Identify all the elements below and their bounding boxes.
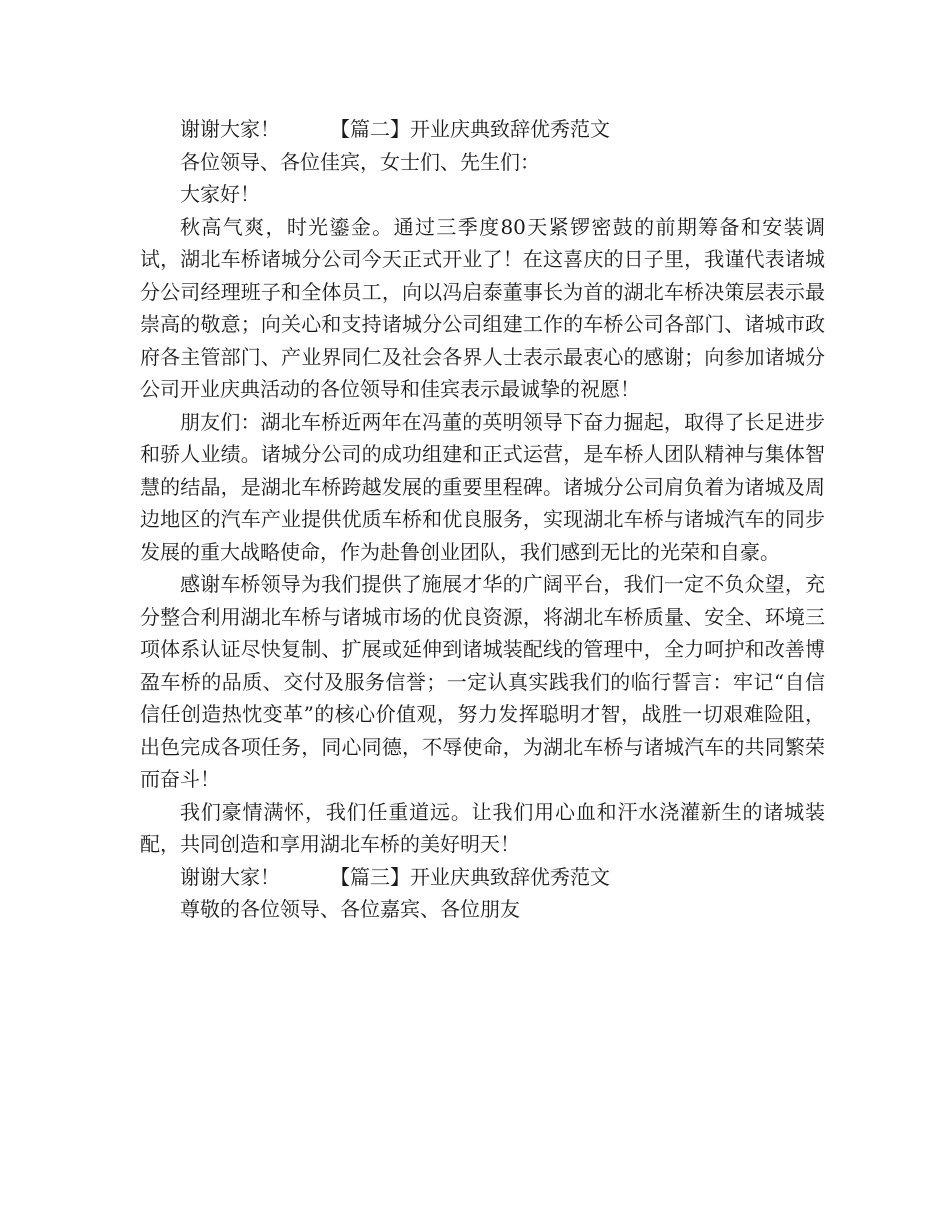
thanks-text: 谢谢大家！	[180, 117, 280, 141]
body-paragraph: 感谢车桥领导为我们提供了施展才华的广阔平台，我们一定不负众望，充分整合利用湖北车桥与诸城市场的优良资源，将湖北车桥质量、安全、环境三项体系认证尽快复制、扩展或延伸到诸城装配线的管理中，全力呵护和改善博盈车桥的品质、交付及服务信誉；一定认真实践我们的临行誓言：牢记“自信信任创造热忱变革”的核心价值观，努力发挥聪明才智，战胜一切艰难险阻，出色完成各项任务，同心同德，不辱使命，为湖北车桥与诸城汽车的共同繁荣而奋斗！	[140, 572, 825, 791]
salutation: 尊敬的各位领导、各位嘉宾、各位朋友	[180, 897, 520, 921]
body-paragraph: 朋友们：湖北车桥近两年在冯董的英明领导下奋力掘起，取得了长足进步和骄人业绩。诸城分公司的成功组建和正式运营，是车桥人团队精神与集体智慧的结晶，是湖北车桥跨越发展的重要里程碑。诸城分公司肩负着为诸城及周边地区的汽车产业提供优质车桥和优良服务，实现湖北车桥与诸城汽车的同步发展的重大战略使命，作为赴鲁创业团队，我们感到无比的光荣和自豪。	[140, 409, 825, 564]
salutation: 各位领导、各位佳宾，女士们、先生们：	[180, 149, 540, 174]
body-paragraph: 我们豪情满怀，我们任重道远。让我们用心血和汗水浇灌新生的诸城装配，共同创造和享用湖北车桥的美好明天！	[140, 799, 825, 856]
section-heading-line	[140, 113, 825, 146]
thanks-text: 谢谢大家！	[180, 864, 280, 889]
section-title: 【篇二】开业庆典致辞优秀范文	[330, 117, 610, 141]
document-body	[140, 113, 825, 926]
greeting: 大家好！	[180, 182, 260, 206]
body-paragraph: 秋高气爽，时光鎏金。通过三季度80天紧锣密鼓的前期筹备和安装调试，湖北车桥诸城分公司今天正式开业了！在这喜庆的日子里，我谨代表诸城分公司经理班子和全体员工，向以冯启泰董事长为首的湖北车桥决策层表示最崇高的敬意；向关心和支持诸城分公司组建工作的车桥公司各部门、诸城市政府各主管部门、产业界同仁及社会各界人士表示最衷心的感谢；向参加诸城分公司开业庆典活动的各位领导和佳宾表示最诚挚的祝愿！	[140, 214, 825, 401]
section-heading-line	[140, 861, 825, 894]
section-title: 【篇三】开业庆典致辞优秀范文	[330, 864, 610, 889]
